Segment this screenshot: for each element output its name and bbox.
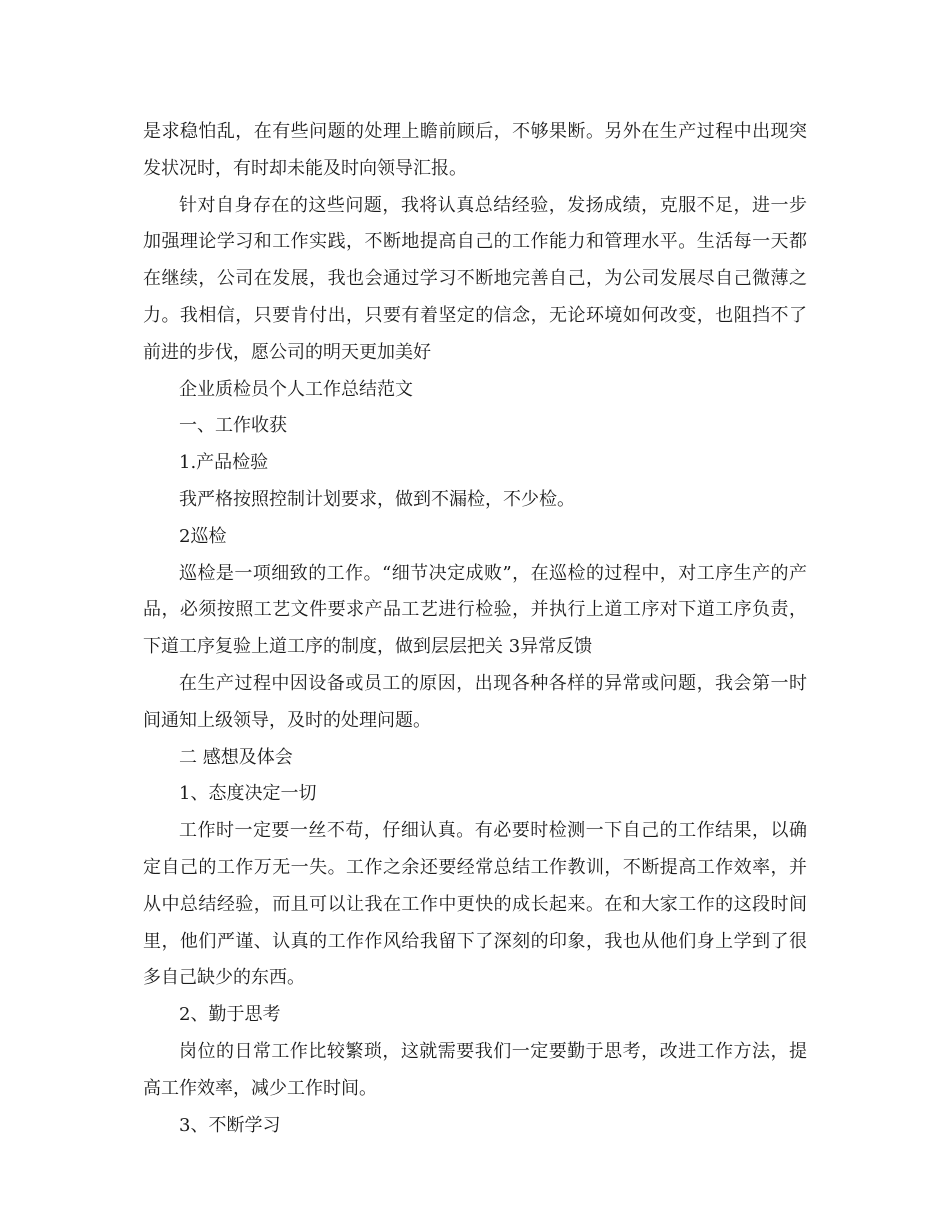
paragraph: 工作时一定要一丝不苟，仔细认真。有必要时检测一下自己的工作结果，以确定自己的工作万无一失。工作之余还要经常总结工作教训，不断提高工作效率，并从中总结经验，而且可以让我在工作中更快的成长起来。在和大家工作的这段时间里，他们严谨、认真的工作作风给我留下了深刻的印象，我也从他们身上学到了很多自己缺少的东西。 xyxy=(143,820,807,989)
paragraph: 岗位的日常工作比较繁琐，这就需要我们一定要勤于思考，改进工作方法，提高工作效率，减少工作时间。 xyxy=(143,1040,807,1099)
subheading: 3、不断学习 xyxy=(179,1114,281,1136)
subheading: 1.产品检验 xyxy=(179,452,269,474)
subheading: 2、勤于思考 xyxy=(179,1004,281,1026)
document-body xyxy=(143,114,807,1144)
subheading: 1、态度决定一切 xyxy=(179,783,317,805)
section-title: 企业质检员个人工作总结范文 xyxy=(179,378,413,400)
heading: 二 感想及体会 xyxy=(179,746,293,768)
paragraph: 我严格按照控制计划要求，做到不漏检，不少检。 xyxy=(179,488,575,510)
paragraph: 是求稳怕乱，在有些问题的处理上瞻前顾后，不够果断。另外在生产过程中出现突发状况时，有时却未能及时向领导汇报。 xyxy=(143,121,807,179)
subheading: 2巡检 xyxy=(179,525,227,547)
heading: 一、工作收获 xyxy=(179,415,287,437)
paragraph: 在生产过程中因设备或员工的原因，出现各种各样的异常或问题，我会第一时间通知上级领导，及时的处理问题。 xyxy=(143,672,807,731)
paragraph: 针对自身存在的这些问题，我将认真总结经验，发扬成绩，克服不足，进一步加强理论学习和工作实践，不断地提高自己的工作能力和管理水平。生活每一天都在继续，公司在发展，我也会通过学习不断地完善自己，为公司发展尽自己微薄之力。我相信，只要肯付出，只要有着坚定的信念，无论环境如何改变，也阻挡不了前进的步伐，愿公司的明天更加美好 xyxy=(143,194,807,363)
paragraph: 巡检是一项细致的工作。“细节决定成败”，在巡检的过程中，对工序生产的产品，必须按照工艺文件要求产品工艺进行检验，并执行上道工序对下道工序负责，下道工序复验上道工序的制度，做到层层把关 3异常反馈 xyxy=(143,562,807,658)
